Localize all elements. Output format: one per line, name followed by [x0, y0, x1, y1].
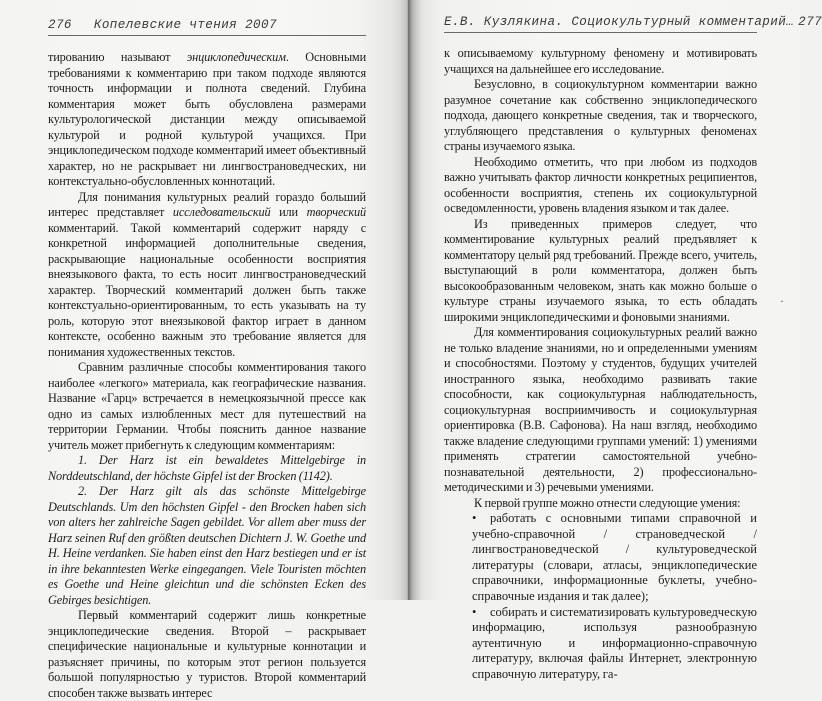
italic-text: 1. Der Harz ist ein bewaldetes Mittelgebirge in Norddeutschland, der höchste Gipfel ist der Brocken (1142). [48, 453, 366, 483]
paragraph [48, 50, 366, 190]
header-rule-right [444, 32, 757, 33]
right-page-body [444, 46, 757, 683]
bullet-icon: • [472, 604, 477, 619]
text-run: Первый комментарий содержит лишь конкретные энциклопедические сведения. Второй – раскрывает специфические национальные и культурные коннотации и разъясняет причины, по которым этот регион пользуется большой популярностью у туристов. Второй комментарий способен также вызвать интерес [48, 608, 366, 700]
paragraph: Из приведенных примеров следует, что комментирование культурных реалий предъявляет к комментатору целый ряд требований. Прежде всего, учитель, выступающий в роли комментатора, должен быть высокообразованным человеком, знать как можно больше о культуре страны изучаемого языка, то есть обладать широкими энциклопедическими и фоновыми знаниями. [444, 216, 757, 324]
running-head-title-right: Е.В. Кузлякина. Социокультурный комментарий… [444, 15, 795, 29]
skills-list [444, 511, 757, 683]
paragraph [48, 608, 366, 701]
text-run: комментарий. Такой комментарий содержит наряду с конкретной информацией дополнительные сведения, раскрывающие национальные особенности восприятия внеязыкового факта, то есть носит лингвострановедческий характер. Творческий комментарий должен быть также контекстуально-ориентированным, то есть указывать на ту роль, которую этот внеязыковой фактор играет в данном контексте, особенно важным это требование является для понимания художественных текстов. [48, 220, 366, 359]
page-number-right: 277 [798, 15, 822, 29]
paragraph: к описываемому культурному феномену и мотивировать учащихся на дальнейшее его исследование. [444, 46, 757, 76]
list-item-text: собирать и систематизировать культуроведческую информацию, используя разнообразную аутентичную и информационно-справочную литературу, включая файлы Интернет, электронную справочную литературу, га- [472, 604, 757, 681]
text-run: тированию называют [48, 50, 187, 64]
page-number-left: 276 [48, 18, 72, 32]
list-item [472, 605, 757, 683]
header-rule-left [48, 35, 366, 36]
paragraph [48, 453, 366, 484]
text-run: Для понимания культурных реалий гораздо больший интерес представляет [48, 189, 366, 219]
italic-text: исследовательский [172, 205, 271, 219]
paragraph [48, 190, 366, 361]
left-page-body [48, 50, 366, 701]
running-head-title-left: Копелевские чтения 2007 [93, 18, 277, 32]
text-run: . Основными требованиями к комментарию при таком подходе являются точность информации и полнота сведений. Глубина комментария может быть обусловлена размерами культурологической дистанции между описываемой культурой и родной культурой учащихся. При энциклопедическом подходе комментарий имеет объективный характер, но не раскрывает ни лингвострановедческих, ни контекстуально-обусловленных коннотаций. [48, 50, 366, 188]
paragraph: Для комментирования социокультурных реалий важно не только владение знаниями, но и определенными умениям и способностями. Поэтому у студентов, будущих учителей иностранного языка, необходимо развивать такие способности, как социокультурная наблюдательность, социокультурная восприимчивость и социокультурная ориентировка (В.В. Сафонова). На наш взгляд, необходимо также владение следующими группами умений: 1) умениями применять стратегии самостоятельной учебно-познавательной деятельности, 2) профессионально-методическими и 3) речевыми умениями. [444, 325, 757, 494]
italic-text: 2. Der Harz gilt als das schönste Mittelgebirge Deutschlands. Um den höchsten Gipfel - den Brocken haben sich von alters her zahlreiche Sagen gebildet. Vor allem aber muss der Harz seinen Ruf den größten deutschen Dichtern J. W. Goethe und H. Heine verdanken. Sie haben einst den Harz bestiegen und er ist in ihre bekanntesten Werke eingegangen. Viele Touristen möchten es Goethe und Heine gleichtun und die schönsten Ecken des Gebirges besichtigen. [48, 484, 366, 607]
running-head-right [444, 15, 822, 29]
paragraph: Безусловно, в социокультурном комментарии важно разумное сочетание как собственно энциклопедического подхода, дающего конкретные сведения, так и творческого, углубляющего представления о культурных феноменах страны изучаемого языка. [444, 77, 757, 153]
left-page [0, 0, 408, 700]
paragraph [48, 360, 366, 453]
paragraph: Необходимо отметить, что при любом из подходов важно учитывать фактор личности конкретных реципиентов, особенности восприятия, степень их социокультурной осведомленности, уровень владения языком и так далее. [444, 154, 757, 215]
stray-mark: · [780, 294, 784, 308]
text-run: Сравним различные способы комментирования такого наиболее «легкого» материала, как географические названия. Название «Гарц» встречается в немецкоязычной прессе как одно из самых излюбленных мест для путешествий на территории Германии. Чтобы пояснить данное название учитель может прибегнуть к следующим комментариям: [48, 360, 366, 452]
list-intro: К первой группе можно отнести следующие умения: [474, 495, 741, 510]
paragraph [48, 484, 366, 608]
italic-text: творческий [306, 205, 367, 219]
right-page [408, 0, 822, 681]
text-run: или [270, 205, 307, 219]
list-item [472, 511, 757, 605]
bullet-icon: • [472, 511, 477, 525]
italic-text: энциклопедическим [186, 50, 286, 64]
list-item-text: работать с основными типами справочной и учебно-справочной / страноведческой / лингвострановедческой / культуроведческой литературы (словари, атласы, энциклопедические справочники, информационные буклеты, учебно-справочные издания и так далее); [472, 511, 757, 603]
running-head-left [48, 18, 366, 32]
